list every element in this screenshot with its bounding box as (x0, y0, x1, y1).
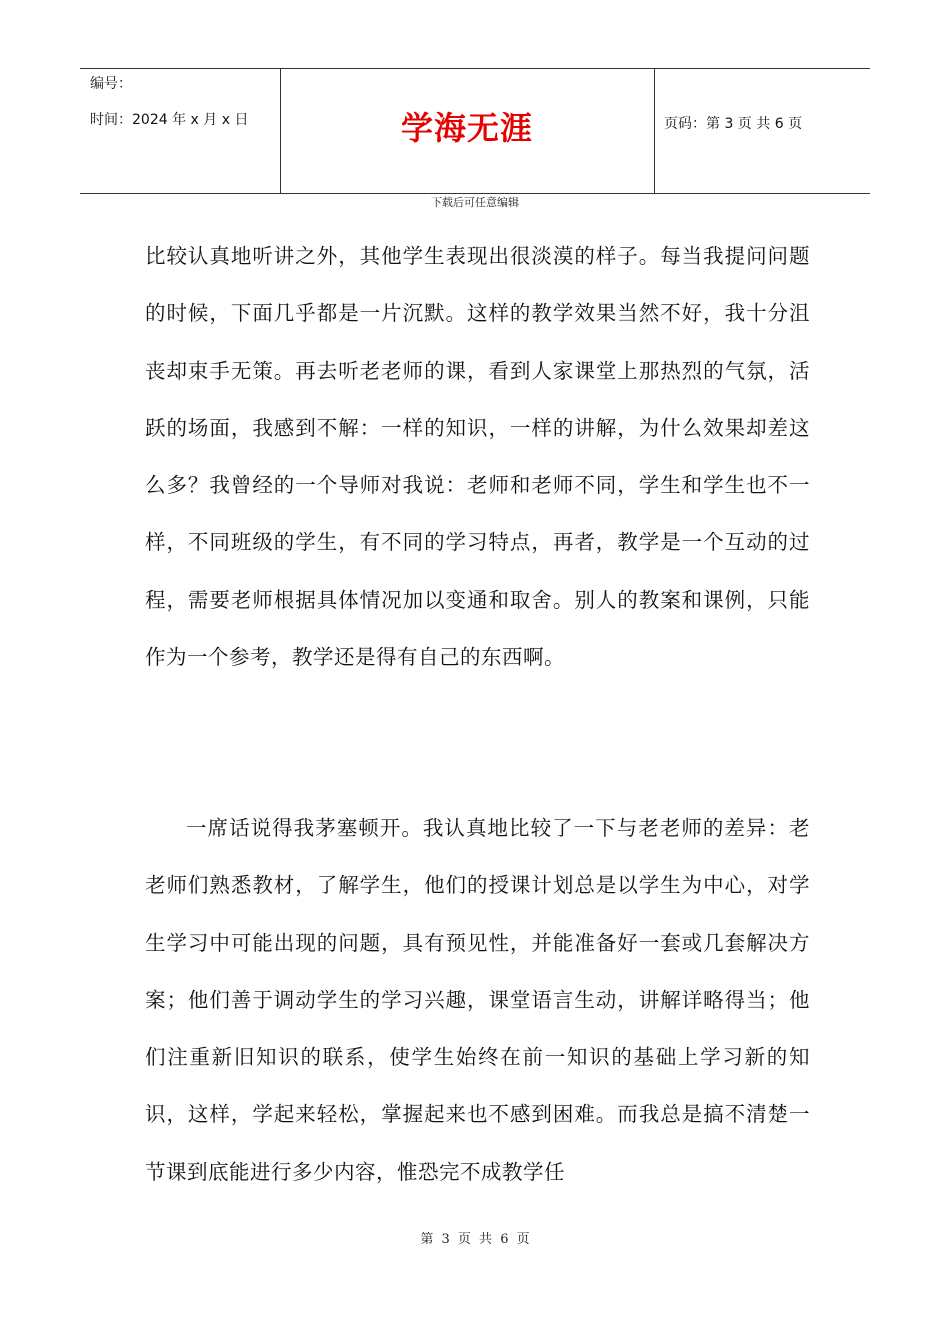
page-footer: 第 3 页 共 6 页 (420, 1232, 530, 1247)
edit-note: 下载后可任意编辑 (431, 196, 519, 209)
page-header (80, 68, 870, 194)
body-paragraph: 比较认真地听讲之外，其他学生表现出很淡漠的样子。每当我提问问题的时候，下面几乎都是一片沉默。这样的教学效果当然不好，我十分沮丧却束手无策。再去听老老师的课，看到人家课堂上那热烈的气氛，活跃的场面，我感到不解：一样的知识，一样的讲解，为什么效果却差这么多？我曾经的一个导师对我说：老师和老师不同，学生和学生也不一样，不同班级的学生，有不同的学习特点，再者，教学是一个互动的过程，需要老师根据具体情况加以变通和取舍。别人的教案和课例，只能作为一个参考，教学还是得有自己的东西啊。 (145, 244, 810, 670)
document-date-label: 时间：2024 年 x 月 x 日 (90, 112, 249, 128)
header-page-number: 页码：第 3 页 共 6 页 (664, 116, 803, 132)
document-number-label: 编号： (90, 76, 132, 92)
header-divider (654, 69, 655, 193)
body-paragraph: 一席话说得我茅塞顿开。我认真地比较了一下与老老师的差异：老老师们熟悉教材，了解学生，他们的授课计划总是以学生为中心，对学生学习中可能出现的问题，具有预见性，并能准备好一套或几套解决方案；他们善于调动学生的学习兴趣，课堂语言生动，讲解详略得当；他们注重新旧知识的联系，使学生始终在前一知识的基础上学习新的知识，这样，学起来轻松，掌握起来也不感到困难。而我总是搞不清楚一节课到底能进行多少内容，惟恐完不成教学任 (145, 816, 810, 1184)
header-title: 学海无涯 (400, 109, 533, 147)
